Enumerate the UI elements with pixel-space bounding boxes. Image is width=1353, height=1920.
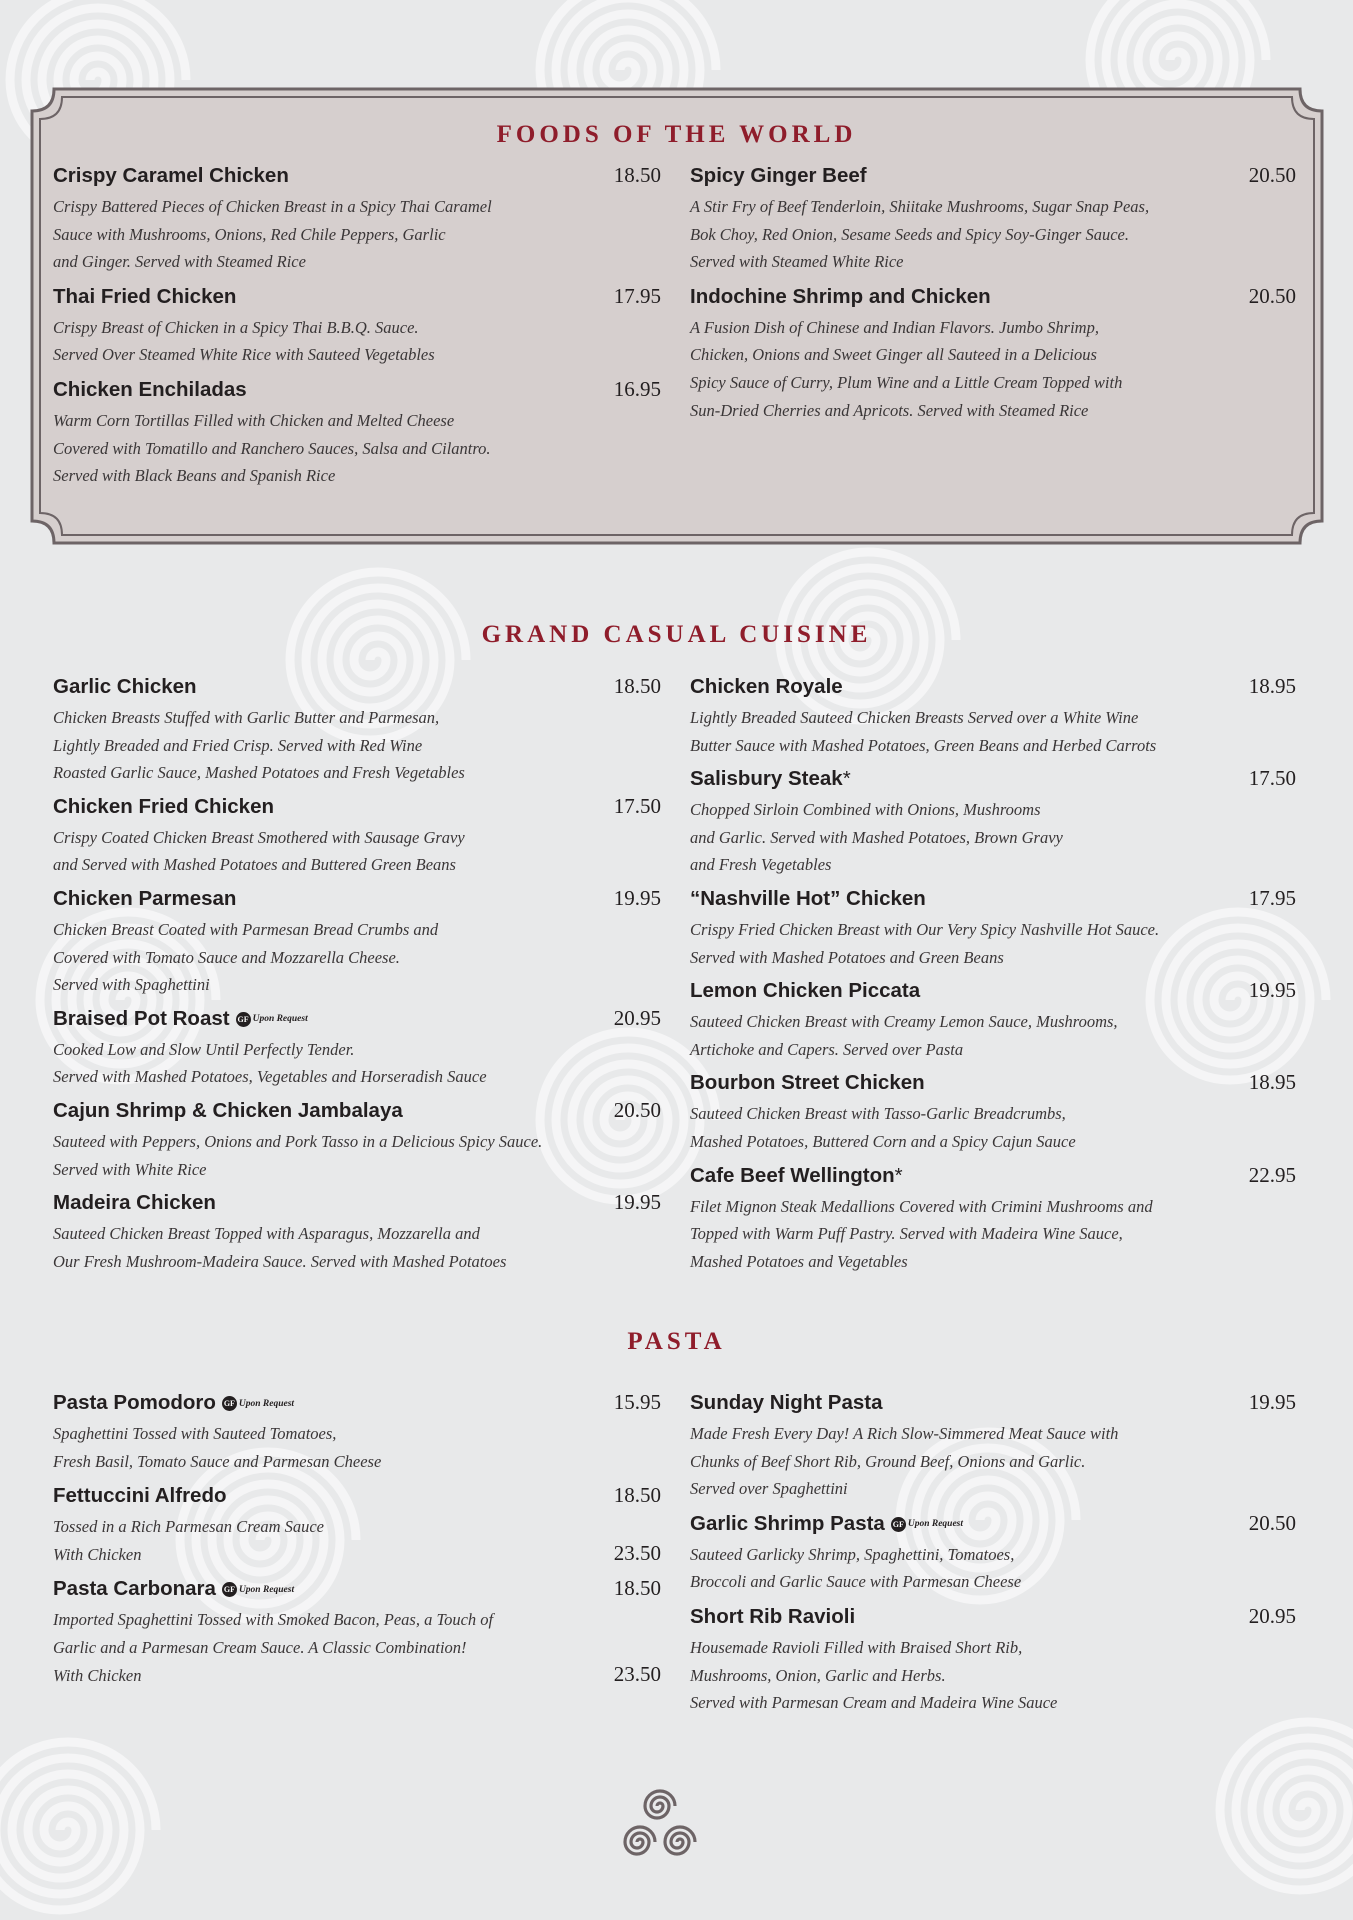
- menu-item-header: [690, 1511, 1296, 1541]
- menu-item-description: Imported Spaghettini Tossed with Smoked Bacon, Peas, a Touch of Garlic and a Parmesan Cream Sauce. A Classic Combination!: [53, 1610, 494, 1657]
- menu-item-fettuccini-alfredo: [53, 1483, 661, 1568]
- menu-item-name-text: “Nashville Hot” Chicken: [690, 886, 926, 910]
- menu-item-description: Sauteed Chicken Breast with Creamy Lemon Sauce, Mushrooms, Artichoke and Capers. Served over Pasta: [690, 1012, 1118, 1059]
- menu-item-indochine-shrimp-and-chicken: [690, 284, 1296, 424]
- menu-item-name: [690, 285, 991, 309]
- menu-item-name: [53, 1099, 403, 1123]
- menu-item-name: [53, 1191, 216, 1215]
- menu-item-description: Sauteed with Peppers, Onions and Pork Tasso in a Delicious Spicy Sauce. Served with White Rice: [53, 1131, 543, 1179]
- menu-item-header: [690, 674, 1296, 704]
- menu-item-braised-pot-roast: [53, 1006, 661, 1091]
- menu-item-bourbon-street-chicken: [690, 1070, 1296, 1155]
- gluten-free-badge: [236, 1012, 308, 1027]
- foods-of-the-world-right-column: [690, 163, 1296, 432]
- menu-item-header: [53, 794, 661, 824]
- menu-item-header: [690, 284, 1296, 314]
- option-price: 23.50: [613, 1661, 661, 1686]
- menu-item-sunday-night-pasta: [690, 1390, 1296, 1503]
- menu-item-header: [690, 886, 1296, 916]
- option-label: With Chicken: [53, 1665, 142, 1685]
- menu-item-madeira-chicken: [53, 1190, 661, 1275]
- menu-item-name: [690, 1071, 925, 1095]
- menu-item-description: Lightly Breaded Sauteed Chicken Breasts Served over a White Wine Butter Sauce with Mashed Potatoes, Green Beans and Herbed Carrots: [690, 708, 1157, 755]
- menu-item-name: [690, 1164, 903, 1188]
- grand-casual-left-column: [53, 674, 661, 1282]
- section-title-foods-of-the-world: FOODS OF THE WORLD: [496, 121, 857, 148]
- menu-item-description: Sauteed Garlicky Shrimp, Spaghettini, Tomatoes, Broccoli and Garlic Sauce with Parmesan Cheese: [690, 1544, 1022, 1592]
- menu-item-name: [53, 378, 247, 402]
- menu-item-name: [690, 164, 867, 188]
- menu-item-crispy-caramel-chicken: [53, 163, 661, 276]
- menu-item-name-text: Braised Pot Roast: [53, 1006, 230, 1030]
- menu-item-header: [690, 978, 1296, 1008]
- menu-item-description: A Stir Fry of Beef Tenderloin, Shiitake Mushrooms, Sugar Snap Peas, Bok Choy, Red Onion, Sesame Seeds and Spicy Soy-Ginger Sauce. Served with Steamed White Rice: [690, 197, 1150, 272]
- menu-item-name-text: Chicken Enchiladas: [53, 377, 247, 401]
- menu-item-price: 17.95: [1248, 885, 1296, 910]
- menu-item-garlic-chicken: [53, 674, 661, 787]
- menu-item-name-text: Chicken Fried Chicken: [53, 794, 275, 818]
- menu-item-name: [690, 1512, 963, 1536]
- menu-item-name-text: Fettuccini Alfredo: [53, 1484, 227, 1508]
- triskele-icon: [616, 1786, 698, 1864]
- gf-upon-request-label: Upon Request: [252, 1014, 308, 1025]
- menu-item-price: 18.95: [1248, 674, 1296, 698]
- menu-item-name: [53, 675, 197, 699]
- menu-item-header: [53, 284, 661, 314]
- menu-item-description: Housemade Ravioli Filled with Braised Short Rib, Mushrooms, Onion, Garlic and Herbs. Served with Parmesan Cream and Madeira Wine Sauce: [690, 1637, 1058, 1713]
- menu-item-price: 20.95: [1248, 1603, 1296, 1628]
- menu-item-header: [53, 1483, 661, 1513]
- gf-upon-request-label: Upon Request: [238, 1398, 295, 1409]
- menu-item-description: A Fusion Dish of Chinese and Indian Flavors. Jumbo Shrimp, Chicken, Onions and Sweet Ginger all Sauteed in a Delicious Spicy Sauce of Curry, Plum Wine and a Little Cream Topped with Sun-Dried Cherries and Apricots. Served with Steamed Rice: [690, 317, 1123, 420]
- pasta-right-column: [690, 1390, 1296, 1725]
- menu-item-nashville-hot-chicken: [690, 886, 1296, 971]
- menu-item-description: Made Fresh Every Day! A Rich Slow-Simmered Meat Sauce with Chunks of Beef Short Rib, Ground Beef, Onions and Garlic. Served over Spaghettini: [690, 1424, 1119, 1499]
- menu-item-cafe-beef-wellington: [690, 1163, 1296, 1276]
- menu-item-price: 20.50: [613, 1097, 661, 1122]
- gluten-free-badge: [222, 1582, 294, 1597]
- menu-item-price: 17.50: [1248, 766, 1296, 791]
- menu-item-header: [690, 1604, 1296, 1634]
- menu-item-name: [53, 1577, 294, 1601]
- menu-item-short-rib-ravioli: [690, 1604, 1296, 1717]
- gf-upon-request-label: Upon Request: [238, 1584, 295, 1595]
- menu-item-price: 20.50: [1248, 283, 1296, 308]
- menu-item-price: 19.95: [1248, 1390, 1296, 1414]
- menu-item-name: [53, 1484, 227, 1508]
- menu-item-price: 18.95: [1248, 1070, 1296, 1095]
- menu-item-price: 15.95: [613, 1390, 661, 1414]
- menu-item-name-text: Lemon Chicken Piccata: [690, 979, 921, 1003]
- menu-item-name: [53, 887, 236, 911]
- menu-item-price: 16.95: [613, 376, 661, 401]
- menu-item-description: Crispy Coated Chicken Breast Smothered with Sausage Gravy and Served with Mashed Potatoes and Buttered Green Beans: [53, 827, 465, 875]
- menu-item-price: 18.50: [613, 674, 661, 698]
- menu-item-description: Tossed in a Rich Parmesan Cream Sauce: [53, 1517, 325, 1537]
- menu-item-name-text: Thai Fried Chicken: [53, 284, 237, 308]
- section-title-pasta: PASTA: [627, 1328, 726, 1355]
- menu-item-name: [690, 979, 920, 1003]
- menu-item-header: [53, 1006, 661, 1036]
- menu-item-name: [690, 767, 851, 791]
- menu-item-name-text: Sunday Night Pasta: [690, 1391, 883, 1414]
- menu-item-price: 17.50: [613, 793, 661, 818]
- menu-item-header: [53, 1098, 661, 1128]
- section-title-grand-casual-cuisine: GRAND CASUAL CUISINE: [481, 621, 872, 648]
- menu-item-header: [53, 1576, 661, 1606]
- gf-icon: GF: [222, 1582, 237, 1597]
- raw-meat-notice-asterisk: *: [842, 767, 851, 791]
- menu-item-description: Spaghettini Tossed with Sauteed Tomatoes, Fresh Basil, Tomato Sauce and Parmesan Cheese: [53, 1424, 382, 1471]
- menu-item-price: 20.50: [1248, 1510, 1296, 1535]
- menu-item-name: [53, 795, 274, 819]
- menu-item-header: [53, 1190, 661, 1220]
- menu-item-price: 19.95: [613, 1190, 661, 1215]
- menu-item-header: [690, 163, 1296, 193]
- menu-item-header: [53, 377, 661, 407]
- gluten-free-badge: [891, 1517, 963, 1532]
- menu-item-header: [690, 766, 1296, 796]
- option-label: With Chicken: [53, 1544, 142, 1564]
- menu-item-pasta-pomodoro: [53, 1390, 661, 1475]
- menu-item-name-text: Pasta Carbonara: [53, 1577, 216, 1601]
- menu-item-price: 22.95: [1248, 1162, 1296, 1187]
- gf-icon: GF: [222, 1396, 237, 1411]
- menu-item-price: 18.50: [613, 1576, 661, 1601]
- option-price: 23.50: [613, 1540, 661, 1565]
- menu-item-name: [53, 1391, 294, 1415]
- menu-item-header: [53, 163, 661, 193]
- menu-item-name: [53, 1007, 308, 1031]
- menu-item-name-text: Indochine Shrimp and Chicken: [690, 284, 991, 308]
- gf-icon: GF: [891, 1517, 906, 1532]
- menu-item-chicken-parmesan: [53, 886, 661, 999]
- menu-item-name: [690, 1605, 855, 1629]
- menu-item-description: Crispy Battered Pieces of Chicken Breast in a Spicy Thai Caramel Sauce with Mushrooms, Onions, Red Chile Peppers, Garlic and Ginger. Served with Steamed Rice: [53, 197, 492, 272]
- menu-item-garlic-shrimp-pasta: [690, 1511, 1296, 1596]
- menu-item-name-text: Chicken Parmesan: [53, 886, 237, 910]
- menu-item-description: Crispy Fried Chicken Breast with Our Very Spicy Nashville Hot Sauce. Served with Mashed Potatoes and Green Beans: [690, 919, 1160, 967]
- menu-item-price: 19.95: [613, 885, 661, 910]
- menu-item-description: Crispy Breast of Chicken in a Spicy Thai B.B.Q. Sauce. Served Over Steamed White Rice with Sauteed Vegetables: [53, 317, 435, 365]
- menu-item-cajun-shrimp-chicken-jambalaya: [53, 1098, 661, 1183]
- menu-item-name-text: Short Rib Ravioli: [690, 1604, 856, 1628]
- grand-casual-right-column: [690, 674, 1296, 1282]
- menu-item-price: 18.50: [613, 1483, 661, 1508]
- menu-item-option: [53, 1662, 661, 1690]
- menu-item-name: [690, 887, 926, 911]
- pasta-left-column: [53, 1390, 661, 1697]
- menu-item-name: [53, 164, 289, 188]
- menu-item-name-text: Pasta Pomodoro: [53, 1391, 216, 1414]
- menu-item-description: Sauteed Chicken Breast with Tasso-Garlic Breadcrumbs, Mashed Potatoes, Buttered Corn and a Spicy Cajun Sauce: [690, 1104, 1076, 1151]
- menu-item-header: [53, 1390, 661, 1420]
- menu-item-name-text: Cafe Beef Wellington: [690, 1163, 895, 1187]
- menu-item-description: Warm Corn Tortillas Filled with Chicken and Melted Cheese Covered with Tomatillo and Ranchero Sauces, Salsa and Cilantro. Served with Black Beans and Spanish Rice: [53, 410, 491, 486]
- menu-item-pasta-carbonara: [53, 1576, 661, 1689]
- gf-upon-request-label: Upon Request: [907, 1519, 964, 1530]
- menu-item-name-text: Salisbury Steak: [690, 767, 843, 791]
- menu-item-name-text: Garlic Chicken: [53, 675, 197, 698]
- menu-item-description: Chicken Breasts Stuffed with Garlic Butter and Parmesan, Lightly Breaded and Fried Crisp. Served with Red Wine Roasted Garlic Sauce, Mashed Potatoes and Fresh Vegetables: [53, 708, 465, 783]
- foods-of-the-world-left-column: [53, 163, 661, 498]
- menu-item-option: [53, 1541, 661, 1569]
- menu-item-name: [690, 675, 843, 699]
- menu-item-name-text: Crispy Caramel Chicken: [53, 164, 289, 187]
- menu-item-name-text: Spicy Ginger Beef: [690, 164, 867, 187]
- menu-item-description: Filet Mignon Steak Medallions Covered with Crimini Mushrooms and Topped with Warm Puff Pastry. Served with Madeira Wine Sauce, Mashed Potatoes and Vegetables: [690, 1196, 1153, 1271]
- menu-item-price: 18.50: [613, 163, 661, 187]
- menu-item-price: 20.95: [613, 1005, 661, 1030]
- menu-item-name-text: Garlic Shrimp Pasta: [690, 1511, 885, 1535]
- menu-item-price: 17.95: [613, 283, 661, 308]
- menu-item-header: [690, 1390, 1296, 1420]
- menu-item-header: [690, 1163, 1296, 1193]
- raw-meat-notice-asterisk: *: [894, 1163, 903, 1187]
- menu-item-chicken-fried-chicken: [53, 794, 661, 879]
- menu-item-description: Sauteed Chicken Breast Topped with Asparagus, Mozzarella and Our Fresh Mushroom-Madeira Sauce. Served with Mashed Potatoes: [53, 1224, 507, 1271]
- menu-item-salisbury-steak: [690, 766, 1296, 879]
- menu-item-description: Chopped Sirloin Combined with Onions, Mushrooms and Garlic. Served with Mashed Potatoes, Brown Gravy and Fresh Vegetables: [690, 800, 1063, 875]
- gf-icon: GF: [236, 1012, 251, 1027]
- menu-item-name: [53, 285, 236, 309]
- menu-item-header: [690, 1070, 1296, 1100]
- menu-item-price: 20.50: [1248, 163, 1296, 187]
- menu-item-description: Chicken Breast Coated with Parmesan Bread Crumbs and Covered with Tomato Sauce and Mozzarella Cheese. Served with Spaghettini: [53, 919, 439, 995]
- menu-item-lemon-chicken-piccata: [690, 978, 1296, 1063]
- menu-item-chicken-royale: [690, 674, 1296, 759]
- menu-item-chicken-enchiladas: [53, 377, 661, 490]
- gluten-free-badge: [222, 1396, 294, 1411]
- menu-item-thai-fried-chicken: [53, 284, 661, 369]
- menu-item-spicy-ginger-beef: [690, 163, 1296, 276]
- menu-item-name-text: Cajun Shrimp & Chicken Jambalaya: [53, 1098, 403, 1122]
- menu-item-price: 19.95: [1248, 978, 1296, 1003]
- menu-item-header: [53, 674, 661, 704]
- menu-item-description: Cooked Low and Slow Until Perfectly Tender. Served with Mashed Potatoes, Vegetables and Horseradish Sauce: [53, 1039, 487, 1087]
- menu-item-name: [690, 1391, 883, 1415]
- menu-item-header: [53, 886, 661, 916]
- menu-item-name-text: Bourbon Street Chicken: [690, 1071, 925, 1095]
- menu-item-name-text: Chicken Royale: [690, 675, 843, 698]
- menu-item-name-text: Madeira Chicken: [53, 1191, 216, 1215]
